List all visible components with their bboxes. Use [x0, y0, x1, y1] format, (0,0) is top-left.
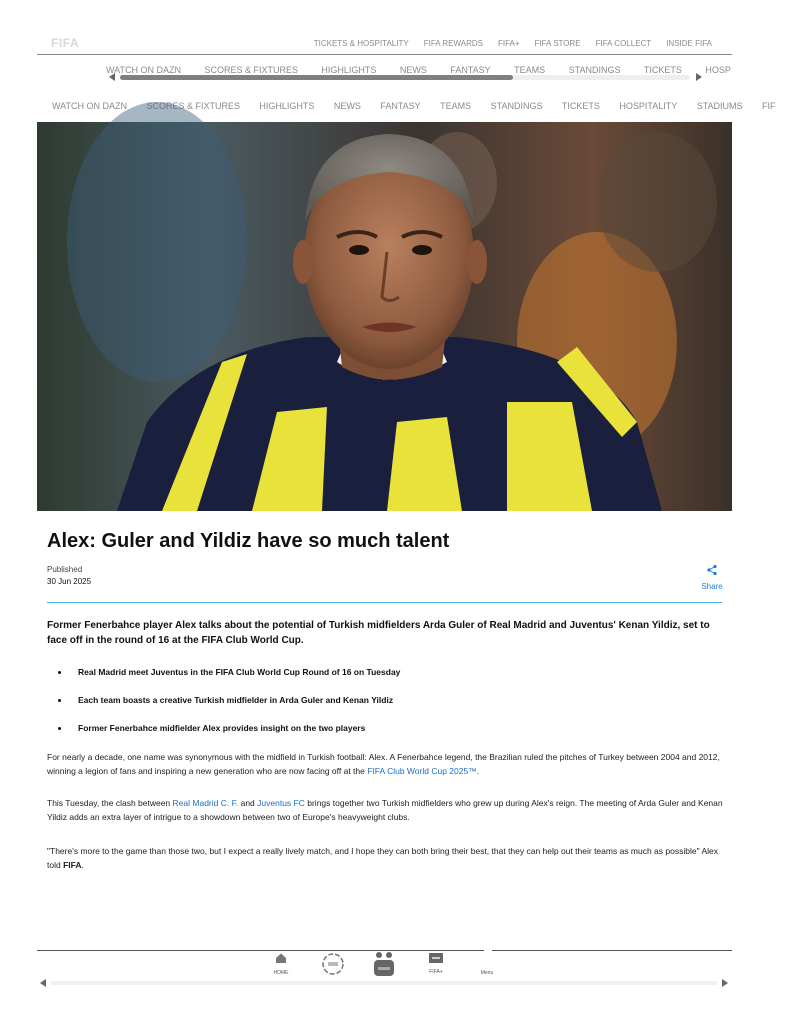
nav-item-teams[interactable]: TEAMS: [514, 65, 546, 75]
nav2-item-overflow[interactable]: FIF: [761, 101, 776, 111]
article-title: Alex: Guler and Yildiz have so much talent: [47, 530, 450, 552]
bottom-scroll-left-arrow-icon[interactable]: [40, 979, 46, 987]
nav-item-scores-fixtures[interactable]: SCORES & FIXTURES: [204, 65, 298, 75]
link-real-madrid[interactable]: Real Madrid C. F.: [172, 798, 239, 808]
top-link-tickets-hospitality[interactable]: TICKETS & HOSPITALITY: [313, 39, 409, 48]
player-portrait-illustration: [37, 122, 732, 511]
nav-item-hospitality[interactable]: HOSP: [705, 65, 731, 75]
nav2-item-stadiums[interactable]: STADIUMS: [696, 101, 743, 111]
fifa-plus-icon: [429, 953, 443, 963]
primary-nav: [106, 60, 731, 75]
top-link-fifa-plus[interactable]: FIFA+: [497, 39, 520, 48]
scroll-left-arrow-icon[interactable]: [109, 73, 115, 81]
article-paragraph-2: [47, 796, 727, 824]
p3-fifa: FIFA: [63, 860, 82, 870]
published-date: 30 Jun 2025: [47, 577, 92, 586]
nav-item-highlights[interactable]: HIGHLIGHTS: [321, 65, 377, 75]
nav2-item-hospitality[interactable]: HOSPITALITY: [619, 101, 678, 111]
scroll-right-arrow-icon[interactable]: [696, 73, 702, 81]
title-divider: [47, 602, 722, 603]
share-icon: [706, 564, 718, 576]
link-fifa-club-world-cup-2025[interactable]: FIFA Club World Cup 2025™: [367, 766, 477, 776]
bottom-nav-live-score[interactable]: [320, 950, 346, 981]
top-links: [314, 39, 712, 48]
top-link-fifa-collect[interactable]: FIFA COLLECT: [595, 39, 652, 48]
nav-item-watch-on-dazn[interactable]: WATCH ON DAZN: [106, 65, 181, 75]
nav2-item-news[interactable]: NEWS: [333, 101, 361, 111]
share-button[interactable]: [697, 563, 727, 591]
key-point: Each team boasts a creative Turkish midfielder in Arda Guler and Kenan Yildiz: [78, 695, 394, 705]
nav2-item-highlights[interactable]: HIGHLIGHTS: [259, 101, 315, 111]
bottom-scroll-right-arrow-icon[interactable]: [722, 979, 728, 987]
p2-text-a: This Tuesday, the clash between: [47, 798, 171, 808]
p2-text-b: and: [240, 798, 255, 808]
bottom-scrollbar[interactable]: [50, 981, 718, 985]
bottom-nav-home[interactable]: [268, 950, 294, 976]
nav2-item-teams[interactable]: TEAMS: [440, 101, 472, 111]
bottom-nav-menu[interactable]: [474, 950, 500, 976]
nav-item-news[interactable]: NEWS: [399, 65, 427, 75]
live-score-icon: [321, 952, 345, 976]
bottom-nav-divider-left: [37, 950, 484, 951]
link-juventus[interactable]: Juventus FC: [257, 798, 305, 808]
nav-item-standings[interactable]: STANDINGS: [568, 65, 621, 75]
share-label: Share: [701, 582, 723, 591]
nav-item-tickets[interactable]: TICKETS: [643, 65, 682, 75]
top-link-fifa-rewards[interactable]: FIFA REWARDS: [423, 39, 483, 48]
nav2-item-scores-fixtures[interactable]: SCORES & FIXTURES: [146, 101, 240, 111]
p3-text: "There's more to the game than those two, but I expect a really lively match, and I hope they can both bring their best, that they can help out their teams as much as possible" Alex told: [47, 846, 719, 870]
fifa-logo[interactable]: FIFA: [51, 36, 79, 50]
p1-end: .: [476, 766, 480, 776]
menu-icon: [481, 952, 493, 964]
top-utility-bar: [37, 36, 732, 55]
home-icon: [275, 952, 287, 964]
nav-item-fantasy[interactable]: FANTASY: [450, 65, 491, 75]
published-label: Published: [47, 565, 83, 574]
primary-nav-scrollbar[interactable]: [120, 75, 690, 80]
nav2-item-watch-on-dazn[interactable]: WATCH ON DAZN: [52, 101, 127, 111]
bottom-nav-divider-right: [492, 950, 732, 951]
hero-image: [37, 122, 732, 511]
bottom-nav-players[interactable]: [372, 950, 396, 983]
key-point: Former Fenerbahce midfielder Alex provides insight on the two players: [78, 723, 366, 733]
p1-text: For nearly a decade, one name was synonymous with the midfield in Turkish football: Alex. A Fenerbahce legend, the Brazilian ruled the pitches of Turkey between 2004 and 2012, winning a legion of fans and inspiring a new generation who are now facing off at the: [47, 752, 720, 776]
nav2-item-standings[interactable]: STANDINGS: [490, 101, 543, 111]
nav2-item-fantasy[interactable]: FANTASY: [380, 101, 421, 111]
bottom-nav-home-label: HOME: [273, 970, 289, 976]
p2-text-c: brings together two Turkish midfielders who grew up during Alex's reign. The meeting of Arda Guler and Kenan Yildiz adds an extra layer of intrigue to a showdown between two of Europe's heavyweight clubs.: [47, 798, 723, 822]
key-point: Real Madrid meet Juventus in the FIFA Club World Cup Round of 16 on Tuesday: [78, 667, 401, 677]
nav2-item-tickets[interactable]: TICKETS: [561, 101, 600, 111]
bottom-nav-fifa-plus-label: FIFA+: [429, 969, 443, 975]
article-paragraph-1: [47, 750, 727, 778]
bottom-nav-menu-label: Menu: [480, 970, 494, 976]
bottom-nav-fifa-plus[interactable]: [424, 950, 448, 975]
top-link-fifa-store[interactable]: FIFA STORE: [534, 39, 581, 48]
top-link-inside-fifa[interactable]: INSIDE FIFA: [666, 39, 712, 48]
primary-nav-scroll-thumb[interactable]: [120, 75, 513, 80]
players-icon: [373, 950, 395, 978]
article-lead: Former Fenerbahce player Alex talks about the potential of Turkish midfielders Arda Guler of Real Madrid and Juventus' Kenan Yildiz, set to face off in the round of 16 at the FIFA Club World Cup.: [47, 620, 710, 646]
p3-end: .: [81, 860, 84, 870]
article-paragraph-3: [47, 844, 727, 872]
